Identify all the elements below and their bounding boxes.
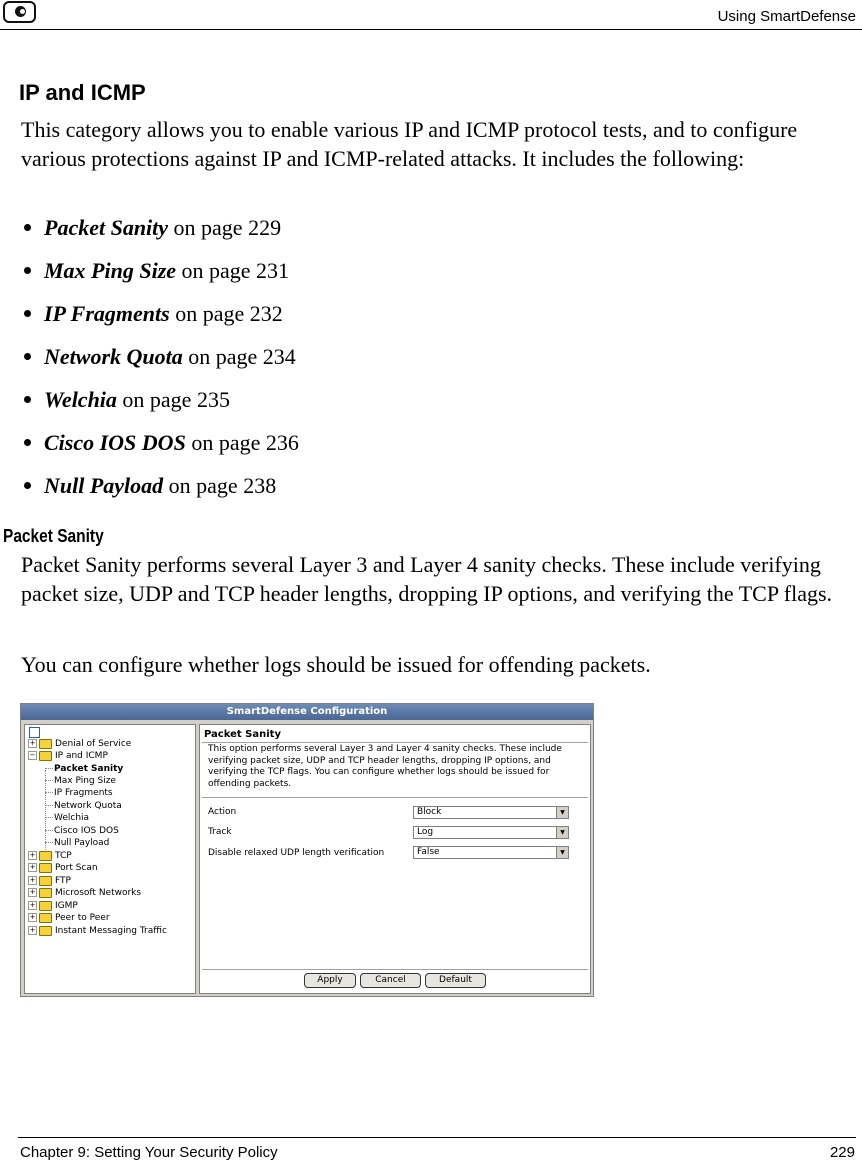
- tree-node[interactable]: [45, 800, 122, 812]
- select-value: Log: [417, 827, 434, 837]
- select-value: Block: [417, 807, 442, 817]
- folder-icon: [39, 888, 52, 898]
- xref-link[interactable]: Cisco IOS DOS: [44, 430, 186, 455]
- dropdown-arrow-icon[interactable]: ▼: [556, 847, 568, 858]
- tree-root-icon: [29, 727, 40, 738]
- tree-branch: [45, 792, 53, 793]
- tree-node[interactable]: [28, 875, 71, 887]
- xref-link[interactable]: Welchia: [44, 387, 117, 412]
- tree-node[interactable]: [28, 850, 72, 862]
- tree-node-label: TCP: [55, 851, 72, 861]
- footer-chapter: Chapter 9: Setting Your Security Policy: [20, 1144, 278, 1161]
- expand-icon[interactable]: +: [29, 863, 36, 871]
- folder-icon: [39, 863, 52, 873]
- xref-link[interactable]: Null Payload: [44, 473, 164, 498]
- topic-list: [24, 213, 299, 514]
- cancel-button[interactable]: Cancel: [360, 973, 421, 988]
- bullet-icon: [24, 396, 31, 403]
- tree-node-label: Peer to Peer: [55, 913, 110, 923]
- page-ref: on page 232: [169, 301, 283, 326]
- bullet-icon: [24, 267, 31, 274]
- apply-button[interactable]: Apply: [304, 973, 356, 988]
- action-select[interactable]: [413, 806, 569, 819]
- tree-node[interactable]: [28, 912, 110, 924]
- dropdown-arrow-icon[interactable]: ▼: [556, 807, 568, 818]
- page-ref: on page 229: [168, 215, 282, 240]
- list-item: [24, 299, 299, 342]
- tree-node-label: Cisco IOS DOS: [54, 826, 119, 836]
- running-header: Using SmartDefense: [717, 8, 856, 25]
- expand-icon[interactable]: +: [29, 901, 36, 909]
- expand-icon[interactable]: +: [29, 888, 36, 896]
- page-number: 229: [829, 1144, 855, 1161]
- tree-node-label: IP and ICMP: [55, 751, 108, 761]
- field-label: Disable relaxed UDP length verification: [208, 848, 385, 858]
- tree-branch: [45, 842, 53, 843]
- tree-node[interactable]: [28, 900, 78, 912]
- tree-node[interactable]: [45, 837, 109, 849]
- settings-panel: [199, 724, 591, 994]
- protection-tree: [24, 724, 196, 994]
- folder-icon: [39, 851, 52, 861]
- bullet-icon: [24, 310, 31, 317]
- select-value: False: [417, 847, 440, 857]
- smartdefense-dialog: [20, 703, 594, 997]
- xref-link[interactable]: Max Ping Size: [44, 258, 177, 283]
- page-ref: on page 235: [116, 387, 230, 412]
- divider: [202, 742, 588, 743]
- field-label: Action: [208, 807, 237, 817]
- bullet-icon: [24, 353, 31, 360]
- xref-link[interactable]: Network Quota: [44, 344, 183, 369]
- dropdown-arrow-icon[interactable]: ▼: [556, 827, 568, 838]
- tree-branch: [45, 830, 53, 831]
- tree-branch: [45, 780, 53, 781]
- tree-node[interactable]: [28, 925, 167, 937]
- body-paragraph: You can configure whether logs should be issued for offending packets.: [21, 652, 651, 677]
- expand-icon[interactable]: +: [29, 913, 36, 921]
- list-item: [24, 256, 299, 299]
- list-item: [24, 428, 299, 471]
- tree-node[interactable]: [45, 775, 116, 787]
- panel-description: This option performs several Layer 3 and Layer 4 sanity checks. These include verifying packet size, UDP and TCP header lengths, dropping IP options, and verifying the TCP flags. You can configure whether logs should be issued for offending packets.: [208, 744, 562, 789]
- tree-node[interactable]: [45, 787, 113, 799]
- expand-icon[interactable]: +: [29, 876, 36, 884]
- tree-node[interactable]: [45, 812, 89, 824]
- track-select[interactable]: [413, 826, 569, 839]
- page-ref: on page 236: [185, 430, 299, 455]
- xref-link[interactable]: Packet Sanity: [44, 215, 169, 240]
- list-item: [24, 213, 299, 256]
- tree-node-label: Packet Sanity: [54, 764, 124, 774]
- tree-node[interactable]: [28, 750, 108, 762]
- header-divider: [0, 29, 862, 30]
- tree-node-label: Max Ping Size: [54, 776, 116, 786]
- folder-icon: [39, 876, 52, 886]
- tree-node-label: IP Fragments: [54, 788, 113, 798]
- folder-icon: [39, 739, 52, 749]
- bullet-icon: [24, 224, 31, 231]
- field-label: Track: [208, 827, 232, 837]
- divider: [202, 969, 588, 970]
- list-item: [24, 342, 299, 385]
- page-ref: on page 238: [163, 473, 277, 498]
- bullet-icon: [24, 439, 31, 446]
- panel-title: Packet Sanity: [204, 729, 281, 740]
- folder-icon: [39, 913, 52, 923]
- intro-paragraph: This category allows you to enable various IP and ICMP protocol tests, and to configure various protections against IP and ICMP-related attacks. It includes the following:: [21, 117, 798, 171]
- tree-branch: [45, 768, 53, 769]
- collapse-icon[interactable]: −: [29, 751, 36, 759]
- section-heading: IP and ICMP: [19, 80, 146, 105]
- body-paragraph: Packet Sanity performs several Layer 3 and Layer 4 sanity checks. These include verifying packet size, UDP and TCP header lengths, dropping IP options, and verifying the TCP flags.: [21, 552, 833, 606]
- tree-branch: [45, 817, 53, 818]
- tree-node-label: Welchia: [54, 813, 90, 823]
- tree-node-label: Null Payload: [54, 838, 110, 848]
- tree-node[interactable]: [28, 738, 131, 750]
- open-folder-icon: [39, 751, 52, 761]
- bullet-icon: [24, 482, 31, 489]
- page-ref: on page 234: [182, 344, 296, 369]
- subsection-heading: Packet Sanity: [3, 526, 104, 546]
- tree-node-label: FTP: [55, 876, 71, 886]
- folder-icon: [39, 901, 52, 911]
- tree-node-label: IGMP: [55, 901, 78, 911]
- page-ref: on page 231: [176, 258, 290, 283]
- tree-node-label: Instant Messaging Traffic: [55, 926, 167, 936]
- tree-node-label: Microsoft Networks: [55, 888, 142, 898]
- tree-node[interactable]: [45, 763, 123, 775]
- tree-node-label: Port Scan: [55, 863, 98, 873]
- tree-node-label: Denial of Service: [55, 739, 132, 749]
- tree-node[interactable]: [28, 862, 98, 874]
- tree-branch: [45, 805, 53, 806]
- tree-node-label: Network Quota: [54, 801, 122, 811]
- list-item: [24, 471, 299, 514]
- expand-icon[interactable]: +: [29, 851, 36, 859]
- tree-node[interactable]: [28, 887, 141, 899]
- divider: [202, 797, 588, 798]
- udp-verification-select[interactable]: [413, 846, 569, 859]
- xref-link[interactable]: IP Fragments: [44, 301, 170, 326]
- expand-icon[interactable]: +: [29, 739, 36, 747]
- dialog-title: SmartDefense Configuration: [21, 704, 593, 720]
- default-button[interactable]: Default: [425, 973, 486, 988]
- footer-divider: [18, 1137, 856, 1138]
- folder-icon: [39, 926, 52, 936]
- expand-icon[interactable]: +: [29, 926, 36, 934]
- logo-icon: [3, 1, 36, 23]
- list-item: [24, 385, 299, 428]
- tree-node[interactable]: [45, 825, 119, 837]
